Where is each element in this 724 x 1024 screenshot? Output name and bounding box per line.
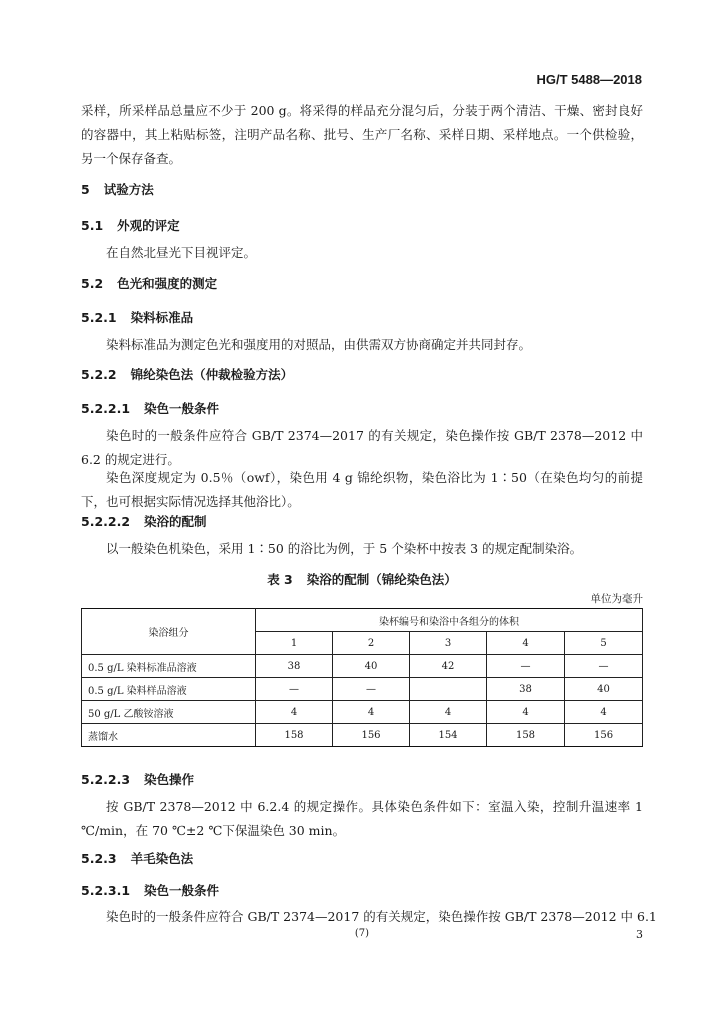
heading-number: 5.2.3 xyxy=(81,851,117,866)
table-header-row xyxy=(82,609,643,632)
heading-5-2-1 xyxy=(81,309,193,327)
value-cell: 40 xyxy=(565,678,643,701)
value-cell: 158 xyxy=(256,724,333,747)
component-cell: 0.5 g/L 染料样品溶液 xyxy=(82,678,256,701)
table-unit: 单位为毫升 xyxy=(590,593,643,605)
standard-code: HG/T 5488—2018 xyxy=(536,72,642,87)
value-cell: 154 xyxy=(410,724,487,747)
heading-5-1 xyxy=(81,217,180,235)
cup-number: 5 xyxy=(565,632,643,655)
value-cell: — xyxy=(487,655,565,678)
heading-number: 5.2 xyxy=(81,276,104,291)
value-cell: 40 xyxy=(333,655,410,678)
table-3 xyxy=(81,608,643,747)
heading-5-2-2-1 xyxy=(81,400,219,418)
col-header-component: 染浴组分 xyxy=(82,609,256,655)
heading-5-2-2-2 xyxy=(81,513,207,531)
value-cell: 4 xyxy=(487,701,565,724)
table-title: 染浴的配制（锦纶染色法） xyxy=(306,572,457,587)
value-cell: 4 xyxy=(565,701,643,724)
heading-title: 外观的评定 xyxy=(117,218,180,233)
span-header: 染杯编号和染浴中各组分的体积 xyxy=(256,609,643,632)
heading-5-2-3-1 xyxy=(81,882,219,900)
heading-title: 羊毛染色法 xyxy=(130,851,194,866)
heading-title: 染色操作 xyxy=(144,772,195,787)
paragraph-5-2-1: 染料标准品为测定色光和强度用的对照品，由供需双方协商确定并共同封存。 xyxy=(106,337,532,352)
table-row xyxy=(82,724,643,747)
value-cell: 156 xyxy=(333,724,410,747)
page-number: 3 xyxy=(636,928,643,941)
heading-number: 5.2.1 xyxy=(81,310,117,325)
value-cell: 4 xyxy=(410,701,487,724)
value-cell: — xyxy=(565,655,643,678)
value-cell: 4 xyxy=(333,701,410,724)
value-cell: — xyxy=(256,678,333,701)
heading-title: 染色一般条件 xyxy=(144,883,220,898)
value-cell: 42 xyxy=(410,655,487,678)
paragraph-5-1: 在自然北昼光下目视评定。 xyxy=(106,245,257,260)
paragraph-5-2-2-1-a: 染色时的一般条件应符合 GB/T 2374—2017 的有关规定，染色操作按 GB/T 2378—2012 中 6.2 的规定进行。 xyxy=(81,428,643,467)
table-label: 表 3 xyxy=(267,572,293,587)
value-cell: 38 xyxy=(256,655,333,678)
table-caption xyxy=(0,570,724,588)
heading-number: 5.2.2 xyxy=(81,367,117,382)
cup-number: 3 xyxy=(410,632,487,655)
value-cell: 158 xyxy=(487,724,565,747)
component-cell: 0.5 g/L 染料标准品溶液 xyxy=(82,655,256,678)
paragraph-5-2-2-2: 以一般染色机染色，采用 1∶50 的浴比为例，于 5 个染杯中按表 3 的规定配制染浴。 xyxy=(106,541,583,556)
cup-number: 2 xyxy=(333,632,410,655)
heading-number: 5.2.2.1 xyxy=(81,401,131,416)
table-row xyxy=(82,678,643,701)
heading-number: 5.2.2.2 xyxy=(81,514,131,529)
cup-number: 4 xyxy=(487,632,565,655)
heading-number: 5.2.3.1 xyxy=(81,883,131,898)
heading-title: 锦纶染色法（仲裁检验方法） xyxy=(130,367,294,382)
heading-5-2 xyxy=(81,275,217,293)
value-cell: 38 xyxy=(487,678,565,701)
heading-title: 色光和强度的测定 xyxy=(117,276,218,291)
heading-title: 染色一般条件 xyxy=(144,401,220,416)
heading-number: 5 xyxy=(81,182,90,197)
heading-number: 5.1 xyxy=(81,218,104,233)
component-cell: 50 g/L 乙酸铵溶液 xyxy=(82,701,256,724)
heading-5 xyxy=(81,181,154,199)
table-row xyxy=(82,701,643,724)
heading-5-2-2-3 xyxy=(81,771,194,789)
heading-number: 5.2.2.3 xyxy=(81,772,131,787)
paragraph-5-2-3-1: 染色时的一般条件应符合 GB/T 2374—2017 的有关规定，染色操作按 GB/T 2378—2012 中 6.1 xyxy=(106,909,657,924)
heading-title: 染浴的配制 xyxy=(144,514,207,529)
table-row xyxy=(82,655,643,678)
value-cell xyxy=(410,678,487,701)
intro-paragraph: 采样，所采样品总量应不少于 200 g。将采得的样品充分混匀后，分装于两个清洁、干燥、密封良好的容器中，其上粘贴标签，注明产品名称、批号、生产厂名称、采样日期、采样地点。一个供检验，另一个保存备查。 xyxy=(81,103,643,166)
heading-5-2-2 xyxy=(81,366,293,384)
cup-number: 1 xyxy=(256,632,333,655)
value-cell: — xyxy=(333,678,410,701)
value-cell: 4 xyxy=(256,701,333,724)
heading-title: 试验方法 xyxy=(103,182,154,197)
paragraph-5-2-2-1-b: 染色深度规定为 0.5％（owf），染色用 4 g 锦纶织物，染色浴比为 1∶50（在染色均匀的前提下，也可根据实际情况选择其他浴比）。 xyxy=(81,470,643,509)
value-cell: 156 xyxy=(565,724,643,747)
heading-5-2-3 xyxy=(81,850,193,868)
footer-center-mark: (7) xyxy=(354,928,370,939)
heading-title: 染料标准品 xyxy=(130,310,194,325)
paragraph-5-2-2-3: 按 GB/T 2378—2012 中 6.2.4 的规定操作。具体染色条件如下：室温入染，控制升温速率 1 ℃/min，在 70 ℃±2 ℃下保温染色 30 min。 xyxy=(81,799,643,838)
component-cell: 蒸馏水 xyxy=(82,724,256,747)
